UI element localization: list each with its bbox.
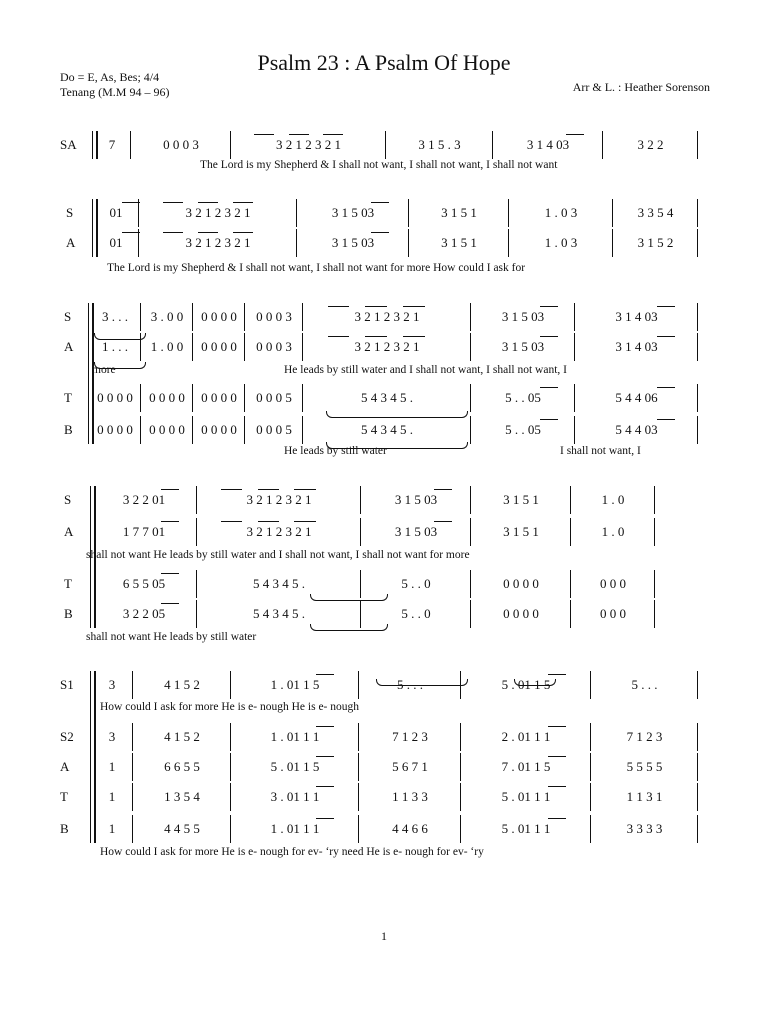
- lyric-line: He leads by still water and I shall not want, I shall not want, I: [284, 364, 567, 376]
- barline: [132, 783, 133, 811]
- barline: [408, 199, 409, 227]
- beam-line: [161, 573, 179, 574]
- beam-line: [548, 818, 566, 819]
- beam-line: [371, 202, 389, 203]
- measure: 1: [108, 789, 116, 804]
- voice-label-t: T: [64, 576, 72, 591]
- page-number: 1: [381, 929, 387, 943]
- measure: 0 0 0 0: [97, 390, 133, 405]
- barline: [470, 303, 471, 331]
- beam-line: [540, 387, 558, 388]
- measure: 0 0 0 3: [256, 339, 292, 354]
- barline: [470, 486, 471, 514]
- measure: 1 . 0 3: [544, 235, 578, 250]
- lyric-line: He leads by still water: [284, 445, 387, 457]
- barline: [302, 303, 303, 331]
- beam-line: [254, 134, 274, 135]
- measure: 0 0 0 5: [256, 422, 292, 437]
- barline: [302, 333, 303, 361]
- barline: [508, 199, 509, 227]
- measure: 3 2 2: [637, 137, 664, 152]
- page-title: Psalm 23 : A Psalm Of Hope: [257, 50, 511, 75]
- barline: [360, 518, 361, 546]
- measure: 3 3 3 3: [626, 821, 663, 836]
- barline: [697, 333, 698, 361]
- barline: [460, 753, 461, 781]
- beam-line: [316, 674, 334, 675]
- lyric-line: The Lord is my Shepherd & I shall not want, I shall not want, I shall not want: [200, 159, 558, 171]
- measure: 1 . 0 0: [150, 339, 184, 354]
- barline: [138, 199, 139, 227]
- beam-line: [371, 232, 389, 233]
- lyric-line: The Lord is my Shepherd & I shall not want, I shall not want for more How could I ask for: [107, 262, 526, 274]
- measure: 1 3 5 4: [164, 789, 200, 804]
- beam-line: [221, 489, 242, 490]
- measure: 5 . . .: [631, 677, 658, 692]
- measure: 3 2 2 05: [122, 606, 166, 621]
- measure: 0 0 0 0: [201, 422, 237, 437]
- voice-label-t: T: [60, 789, 68, 804]
- barline: [570, 486, 571, 514]
- beam-line: [294, 521, 315, 522]
- measure: 3 1 5 1: [441, 205, 477, 220]
- beam-line: [233, 202, 253, 203]
- voice-label-b: B: [64, 422, 73, 437]
- measure: 0 0 0 0: [97, 422, 133, 437]
- beam-line: [365, 336, 387, 337]
- barline: [460, 783, 461, 811]
- key-signature: Do = E, As, Bes; 4/4: [60, 70, 160, 84]
- barline: [132, 671, 133, 699]
- barline: [574, 384, 575, 412]
- beam-line: [161, 603, 179, 604]
- start-barline-thin: [88, 303, 89, 444]
- barline: [230, 815, 231, 843]
- beam-line: [258, 521, 279, 522]
- barline: [358, 783, 359, 811]
- barline: [590, 753, 591, 781]
- barline: [612, 229, 613, 257]
- arranger-credit: Arr & L. : Heather Sorenson: [572, 80, 710, 94]
- tie-slur: [326, 411, 468, 418]
- beam-line: [548, 726, 566, 727]
- barline: [697, 671, 698, 699]
- start-barline-thick: [94, 671, 96, 843]
- measure: 1 . 0: [601, 524, 625, 539]
- barline: [654, 518, 655, 546]
- barline: [296, 199, 297, 227]
- tie-slur: [514, 679, 556, 686]
- beam-line: [548, 674, 566, 675]
- measure: 5 . 01 1 5: [501, 677, 551, 692]
- measure: 0 0 0 0: [149, 390, 185, 405]
- beam-line: [403, 336, 425, 337]
- lyric-line: more: [92, 364, 116, 376]
- barline: [230, 723, 231, 751]
- barline: [697, 815, 698, 843]
- measure: 1 7 7 01: [122, 524, 166, 539]
- barline: [590, 783, 591, 811]
- barline: [385, 131, 386, 159]
- tempo-marking: Tenang (M.M 94 – 96): [60, 85, 170, 99]
- beam-line: [316, 726, 334, 727]
- beam-line: [163, 232, 183, 233]
- beam-line: [258, 489, 279, 490]
- measure: 4 1 5 2: [164, 677, 200, 692]
- measure: 3 2 1 2 3 2 1: [185, 205, 251, 220]
- barline: [196, 486, 197, 514]
- lyric-line: shall not want He leads by still water and I shall not want, I shall not want for more: [86, 549, 470, 561]
- measure: 1 . 0 3: [544, 205, 578, 220]
- beam-line: [122, 232, 140, 233]
- measure: 1 . 01 1 5: [270, 677, 320, 692]
- measure: 1 1 3 1: [626, 789, 663, 804]
- barline: [460, 815, 461, 843]
- measure: 3 1 4 03: [615, 309, 658, 324]
- barline: [358, 671, 359, 699]
- measure: 3 1 5 03: [394, 492, 438, 507]
- measure: 6 6 5 5: [164, 759, 200, 774]
- measure: 3 1 5 03: [331, 205, 375, 220]
- barline: [130, 131, 131, 159]
- beam-line: [316, 786, 334, 787]
- voice-label-b: B: [60, 821, 69, 836]
- measure: 3: [108, 677, 116, 692]
- measure: 5 . . .: [397, 677, 423, 692]
- barline: [697, 131, 698, 159]
- tie-slur: [376, 679, 468, 686]
- measure: 3 . 01 1 1: [270, 789, 320, 804]
- measure: 0 0 0 0: [201, 309, 237, 324]
- barline: [132, 815, 133, 843]
- barline: [230, 753, 231, 781]
- measure: 5 4 3 4 5 .: [253, 576, 305, 591]
- barline: [570, 518, 571, 546]
- voice-label-s: S: [64, 492, 72, 507]
- barline: [470, 600, 471, 628]
- barline: [654, 570, 655, 598]
- barline: [470, 518, 471, 546]
- lyric-line: I shall not want, I: [560, 445, 641, 457]
- measure: 5 4 4 03: [615, 422, 658, 437]
- beam-line: [434, 521, 452, 522]
- barline: [244, 333, 245, 361]
- barline: [574, 303, 575, 331]
- measure: 5 . 01 1 5: [270, 759, 320, 774]
- beam-line: [548, 786, 566, 787]
- barline: [302, 384, 303, 412]
- beam-line: [657, 387, 675, 388]
- barline: [192, 303, 193, 331]
- measure: 3 2 1 2 3 2 1: [276, 137, 341, 152]
- barline: [230, 131, 231, 159]
- barline: [470, 333, 471, 361]
- barline: [196, 518, 197, 546]
- beam-line: [328, 336, 350, 337]
- measure: 3 1 5 1: [441, 235, 477, 250]
- measure: 0 0 0 0: [201, 390, 237, 405]
- measure: 3 2 1 2 3 2 1: [354, 309, 420, 324]
- beam-line: [657, 306, 675, 307]
- measure: 6 5 5 05: [122, 576, 166, 591]
- measure: 7 1 2 3: [392, 729, 428, 744]
- barline: [602, 131, 603, 159]
- measure: 5 . . 05: [505, 390, 541, 405]
- measure: 5 . 01 1 1: [501, 821, 551, 836]
- barline: [492, 131, 493, 159]
- measure: 3: [108, 729, 116, 744]
- beam-line: [198, 232, 218, 233]
- barline: [138, 229, 139, 257]
- measure: 5 . . 0: [401, 576, 431, 591]
- barline: [196, 570, 197, 598]
- barline: [612, 199, 613, 227]
- voice-label-s2: S2: [60, 729, 74, 744]
- voice-label-b: B: [64, 606, 73, 621]
- barline: [697, 303, 698, 331]
- barline: [697, 753, 698, 781]
- beam-line: [657, 419, 675, 420]
- barline: [460, 723, 461, 751]
- measure: 5 4 4 06: [615, 390, 658, 405]
- measure: 7 . 01 1 5: [501, 759, 551, 774]
- measure: 01: [109, 235, 123, 250]
- barline: [192, 333, 193, 361]
- measure: 3 1 5 03: [331, 235, 375, 250]
- measure: 2 . 01 1 1: [501, 729, 551, 744]
- measure: 4 4 6 6: [392, 821, 428, 836]
- voice-label-s: S: [64, 309, 72, 324]
- beam-line: [540, 419, 558, 420]
- measure: 3 2 1 2 3 2 1: [354, 339, 420, 354]
- lyric-line: How could I ask for more He is e- nough for ev- ‘ry need He is e- nough for ev- ‘ry: [100, 846, 484, 858]
- measure: 0 0 0 0: [503, 576, 539, 591]
- measure: 3 2 2 01: [122, 492, 166, 507]
- measure: 0 0 0 0: [201, 339, 237, 354]
- measure: 5 4 3 4 5 .: [361, 422, 413, 437]
- barline: [360, 486, 361, 514]
- beam-line: [316, 818, 334, 819]
- measure: 3 . . .: [102, 309, 128, 324]
- measure: 3 1 5 03: [501, 339, 545, 354]
- barline: [470, 416, 471, 444]
- measure: 5 5 5 5: [626, 759, 663, 774]
- measure: 0 0 0 3: [256, 309, 292, 324]
- beam-line: [289, 134, 309, 135]
- measure: 7 1 2 3: [626, 729, 663, 744]
- voice-label-sa: SA: [60, 137, 77, 152]
- beam-line: [434, 489, 452, 490]
- barline: [408, 229, 409, 257]
- beam-line: [403, 306, 425, 307]
- measure: 3 1 4 03: [526, 137, 570, 152]
- beam-line: [365, 306, 387, 307]
- barline: [132, 723, 133, 751]
- barline: [140, 416, 141, 444]
- voice-label-t: T: [64, 390, 72, 405]
- measure: 5 6 7 1: [392, 759, 428, 774]
- measure: 4 4 5 5: [164, 821, 200, 836]
- barline: [570, 600, 571, 628]
- barline: [697, 723, 698, 751]
- beam-line: [328, 306, 350, 307]
- measure: 0 0 0 5: [256, 390, 292, 405]
- start-barline-thin: [90, 671, 91, 843]
- beam-line: [122, 202, 140, 203]
- measure: 7: [108, 137, 116, 152]
- barline: [574, 416, 575, 444]
- measure: 5 . . 0: [401, 606, 431, 621]
- barline: [132, 753, 133, 781]
- beam-line: [161, 489, 179, 490]
- beam-line: [540, 306, 558, 307]
- beam-line: [163, 202, 183, 203]
- measure: 5 4 3 4 5 .: [361, 390, 413, 405]
- barline: [244, 303, 245, 331]
- beam-line: [221, 521, 242, 522]
- voice-label-s: S: [66, 205, 74, 220]
- measure: 5 4 3 4 5 .: [253, 606, 305, 621]
- measure: 1 . 01 1 1: [270, 821, 320, 836]
- tie-slur: [94, 362, 146, 369]
- measure: 3 2 1 2 3 2 1: [246, 492, 312, 507]
- beam-line: [323, 134, 343, 135]
- measure: 0 0 0 0: [149, 422, 185, 437]
- beam-line: [294, 489, 315, 490]
- measure: 3 . 0 0: [150, 309, 184, 324]
- barline: [244, 416, 245, 444]
- beam-line: [161, 521, 179, 522]
- measure: 4 1 5 2: [164, 729, 200, 744]
- barline: [697, 199, 698, 227]
- measure: 1: [108, 759, 116, 774]
- barline: [570, 570, 571, 598]
- voice-label-a: A: [64, 524, 74, 539]
- barline: [244, 384, 245, 412]
- barline: [697, 229, 698, 257]
- barline: [590, 723, 591, 751]
- beam-line: [657, 336, 675, 337]
- measure: 3 1 5 1: [503, 492, 539, 507]
- beam-line: [233, 232, 253, 233]
- measure: 3 2 1 2 3 2 1: [246, 524, 312, 539]
- barline: [140, 384, 141, 412]
- barline: [358, 723, 359, 751]
- beam-line: [198, 202, 218, 203]
- beam-line: [316, 756, 334, 757]
- barline: [230, 783, 231, 811]
- measure: 5 . 01 1 1: [501, 789, 551, 804]
- voice-label-a: A: [64, 339, 74, 354]
- barline: [654, 600, 655, 628]
- measure: 0 0 0 0: [503, 606, 539, 621]
- barline: [296, 229, 297, 257]
- start-barline-thin: [92, 199, 93, 257]
- measure: 0 0 0: [600, 576, 626, 591]
- measure: 3 2 1 2 3 2 1: [185, 235, 251, 250]
- measure: 3 3 5 4: [637, 205, 674, 220]
- barline: [230, 671, 231, 699]
- beam-line: [540, 336, 558, 337]
- lyric-line: shall not want He leads by still water: [86, 631, 257, 643]
- barline: [590, 815, 591, 843]
- barline: [140, 303, 141, 331]
- measure: 3 1 5 03: [394, 524, 438, 539]
- tie-slur: [310, 624, 388, 631]
- barline: [196, 600, 197, 628]
- measure: 1 . . .: [102, 339, 128, 354]
- barline: [192, 416, 193, 444]
- barline: [358, 753, 359, 781]
- voice-label-s1: S1: [60, 677, 74, 692]
- measure: 3 1 5 2: [637, 235, 674, 250]
- measure: 0 0 0: [600, 606, 626, 621]
- beam-line: [566, 134, 584, 135]
- tie-slur: [310, 594, 388, 601]
- barline: [574, 333, 575, 361]
- measure: 0 0 0 3: [163, 137, 199, 152]
- tie-slur: [94, 333, 146, 340]
- beam-line: [548, 756, 566, 757]
- start-barline-thin: [92, 131, 93, 159]
- measure: 1 1 3 3: [392, 789, 428, 804]
- barline: [697, 416, 698, 444]
- measure: 1 . 01 1 1: [270, 729, 320, 744]
- measure: 1: [108, 821, 116, 836]
- barline: [358, 815, 359, 843]
- barline: [697, 384, 698, 412]
- barline: [302, 416, 303, 444]
- lyric-line: How could I ask for more He is e- nough He is e- nough: [100, 701, 360, 713]
- measure: 3 1 5 . 3: [418, 137, 461, 152]
- barline: [697, 783, 698, 811]
- barline: [192, 384, 193, 412]
- barline: [470, 570, 471, 598]
- measure: 01: [109, 205, 123, 220]
- barline: [590, 671, 591, 699]
- voice-label-a: A: [60, 759, 70, 774]
- measure: 3 1 4 03: [615, 339, 658, 354]
- barline: [654, 486, 655, 514]
- barline: [508, 229, 509, 257]
- measure: 3 1 5 03: [501, 309, 545, 324]
- measure: 1 . 0: [601, 492, 625, 507]
- tie-slur: [326, 442, 468, 449]
- measure: 5 . . 05: [505, 422, 541, 437]
- voice-label-a: A: [66, 235, 76, 250]
- measure: 3 1 5 1: [503, 524, 539, 539]
- barline: [470, 384, 471, 412]
